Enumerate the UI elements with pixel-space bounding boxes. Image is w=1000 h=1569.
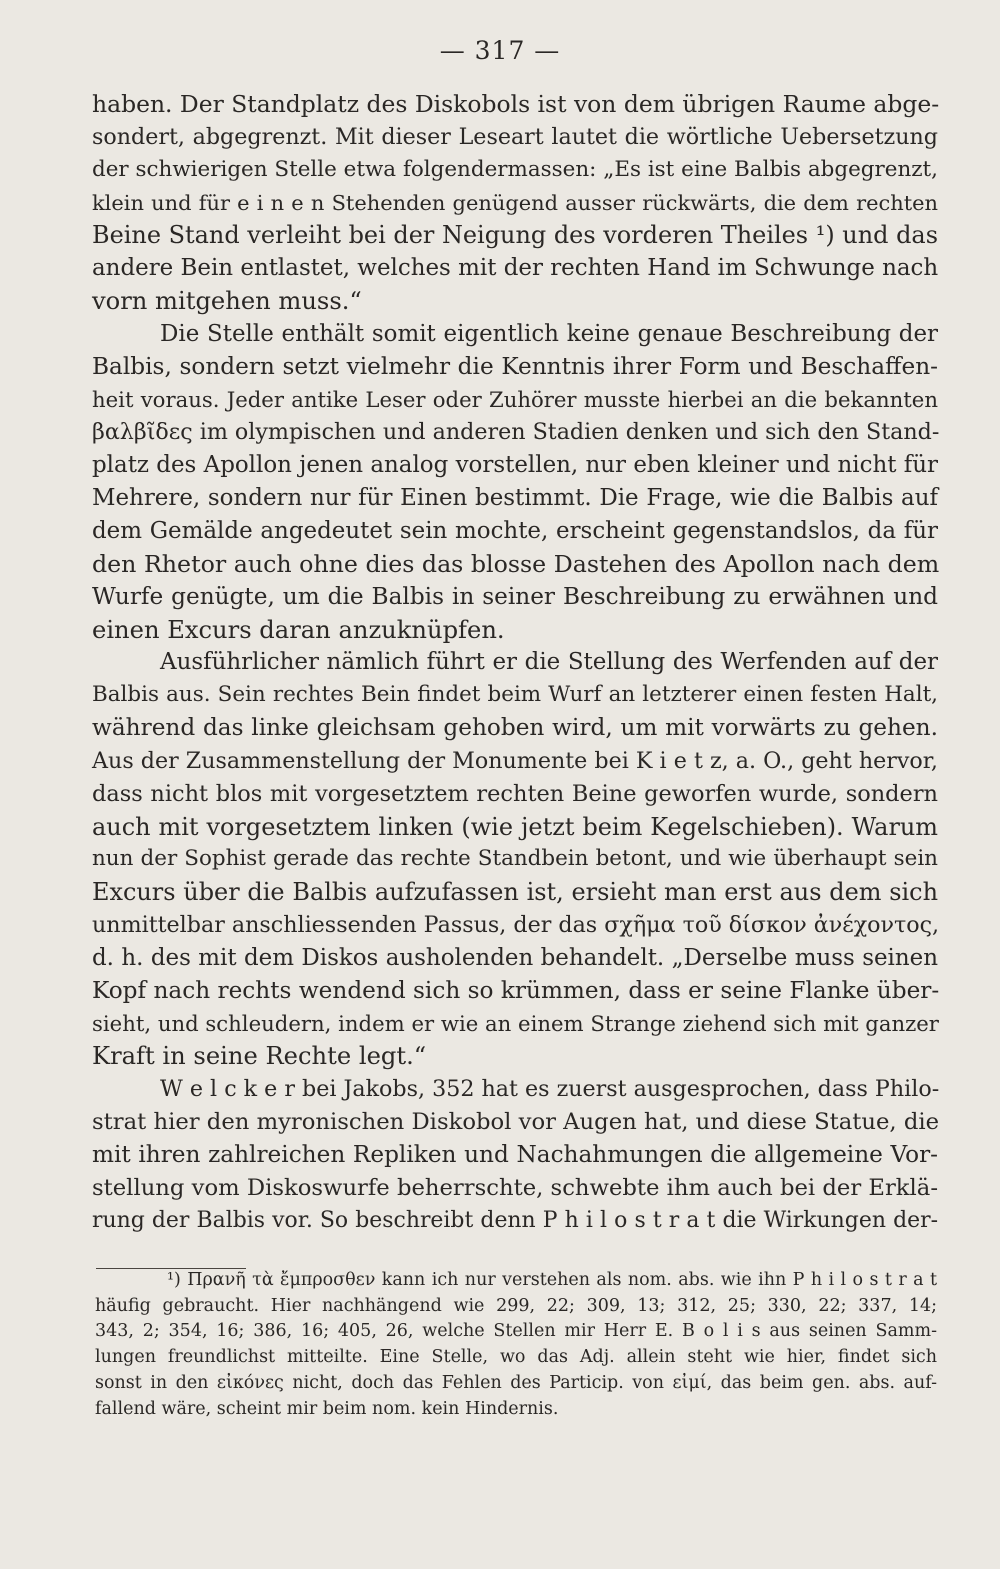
body-line: während das linke gleichsam gehoben wird, um mit vorwärts zu gehen.: [92, 714, 938, 742]
body-line: sondert, abgegrenzt. Mit dieser Leseart lautet die wörtliche Uebersetzung: [92, 123, 938, 150]
footnote-line: 343, 2; 354, 16; 386, 16; 405, 26, welche Stellen mir Herr E. B o l i s aus seinen Samm-: [95, 1321, 937, 1342]
body-line: haben. Der Standplatz des Diskobols ist von dem übrigen Raume abge-: [92, 90, 940, 118]
body-line: Mehrere, sondern nur für Einen bestimmt. Die Frage, wie die Balbis auf: [92, 485, 938, 512]
footnote-line: fallend wäre, scheint mir beim nom. kein Hindernis.: [95, 1398, 559, 1419]
body-line: heit voraus. Jeder antike Leser oder Zuhörer musste hierbei an die bekannten: [92, 386, 938, 412]
footnote-text: [95, 1268, 937, 1422]
body-line: Balbis, sondern setzt vielmehr die Kenntnis ihrer Form und Beschaffen-: [92, 352, 938, 380]
body-line: dass nicht blos mit vorgesetztem rechten Beine geworfen wurde, sondern: [92, 780, 938, 807]
body-line: strat hier den myronischen Diskobol vor Augen hat, und diese Statue, die: [92, 1109, 940, 1136]
body-line: W e l c k e r bei Jakobs, 352 hat es zuerst ausgesprochen, dass Philo-: [160, 1076, 940, 1103]
body-line: den Rhetor auch ohne dies das blosse Dastehen des Apollon nach dem: [92, 549, 940, 578]
body-line: Excurs über die Balbis aufzufassen ist, ersieht man erst aus dem sich: [92, 878, 938, 907]
footnote-line: ¹) Πρανῆ τὰ ἔμπροσθεν kann ich nur verstehen als nom. abs. wie ihn P h i l o s t r a t: [167, 1270, 937, 1290]
body-line: klein und für e i n e n Stehenden genügend ausser rückwärts, die dem rechten: [92, 190, 938, 215]
body-line: Ausführlicher nämlich führt er die Stellung des Werfenden auf der: [160, 649, 938, 676]
footnote-line: lungen freundlichst mitteilte. Eine Stelle, wo das Adj. allein steht wie hier, findet sich: [95, 1347, 937, 1368]
body-line: Balbis aus. Sein rechtes Bein findet beim Wurf an letzterer einen festen Halt,: [92, 682, 938, 708]
body-line: auch mit vorgesetztem linken (wie jetzt beim Kegelschieben). Warum: [92, 812, 938, 841]
body-line: Kopf nach rechts wendend sich so krümmen, dass er seine Flanke über-: [92, 976, 940, 1004]
body-line: Wurfe genügte, um die Balbis in seiner Beschreibung zu erwähnen und: [92, 582, 938, 610]
body-line: Kraft in seine Rechte legt.“: [92, 1042, 427, 1071]
body-line: vorn mitgehen muss.“: [92, 287, 362, 316]
body-line: βαλβῖδες im olympischen und anderen Stadien denken und sich den Stand-: [92, 419, 940, 446]
footnote-line: sonst in den εἰκόνες nicht, doch das Fehlen des Particip. von εἰμί, das beim gen. abs. auf-: [95, 1372, 937, 1393]
body-line: Die Stelle enthält somit eigentlich keine genaue Beschreibung der: [160, 320, 938, 347]
body-line: andere Bein entlastet, welches mit der rechten Hand im Schwunge nach: [92, 255, 939, 282]
body-text: [92, 88, 938, 1238]
body-line: nun der Sophist gerade das rechte Standbein betont, und wie überhaupt sein: [92, 846, 938, 872]
body-line: Beine Stand verleiht bei der Neigung des vorderen Theiles ¹) und das: [92, 221, 938, 250]
body-line: platz des Apollon jenen analog vorstellen, nur eben kleiner und nicht für: [92, 452, 938, 479]
body-line: unmittelbar anschliessenden Passus, der das σχῆμα τοῦ δίσκον ἀνέχοντος,: [92, 912, 940, 939]
body-line: einen Excurs daran anzuknüpfen.: [92, 615, 505, 644]
body-line: sieht, und schleudern, indem er wie an einem Strange ziehend sich mit ganzer: [92, 1010, 939, 1036]
body-line: stellung vom Diskoswurfe beherrschte, schwebte ihm auch bei der Erklä-: [92, 1174, 938, 1201]
body-line: mit ihren zahlreichen Repliken und Nachahmungen die allgemeine Vor-: [92, 1141, 938, 1168]
body-line: dem Gemälde angedeutet sein mochte, erscheint gegenstandslos, da für: [92, 517, 938, 544]
body-line: d. h. des mit dem Diskos ausholenden behandelt. „Derselbe muss seinen: [92, 944, 938, 971]
footnote-line: häufig gebraucht. Hier nachhängend wie 299, 22; 309, 13; 312, 25; 330, 22; 337, 14;: [95, 1295, 937, 1316]
body-line: rung der Balbis vor. So beschreibt denn P h i l o s t r a t die Wirkungen der-: [92, 1207, 938, 1233]
page-number: — 317 —: [439, 36, 561, 65]
body-line: Aus der Zusammenstellung der Monumente bei K i e t z, a. O., geht hervor,: [92, 747, 938, 774]
body-line: der schwierigen Stelle etwa folgendermassen: „Es ist eine Balbis abgegrenzt,: [92, 156, 938, 182]
